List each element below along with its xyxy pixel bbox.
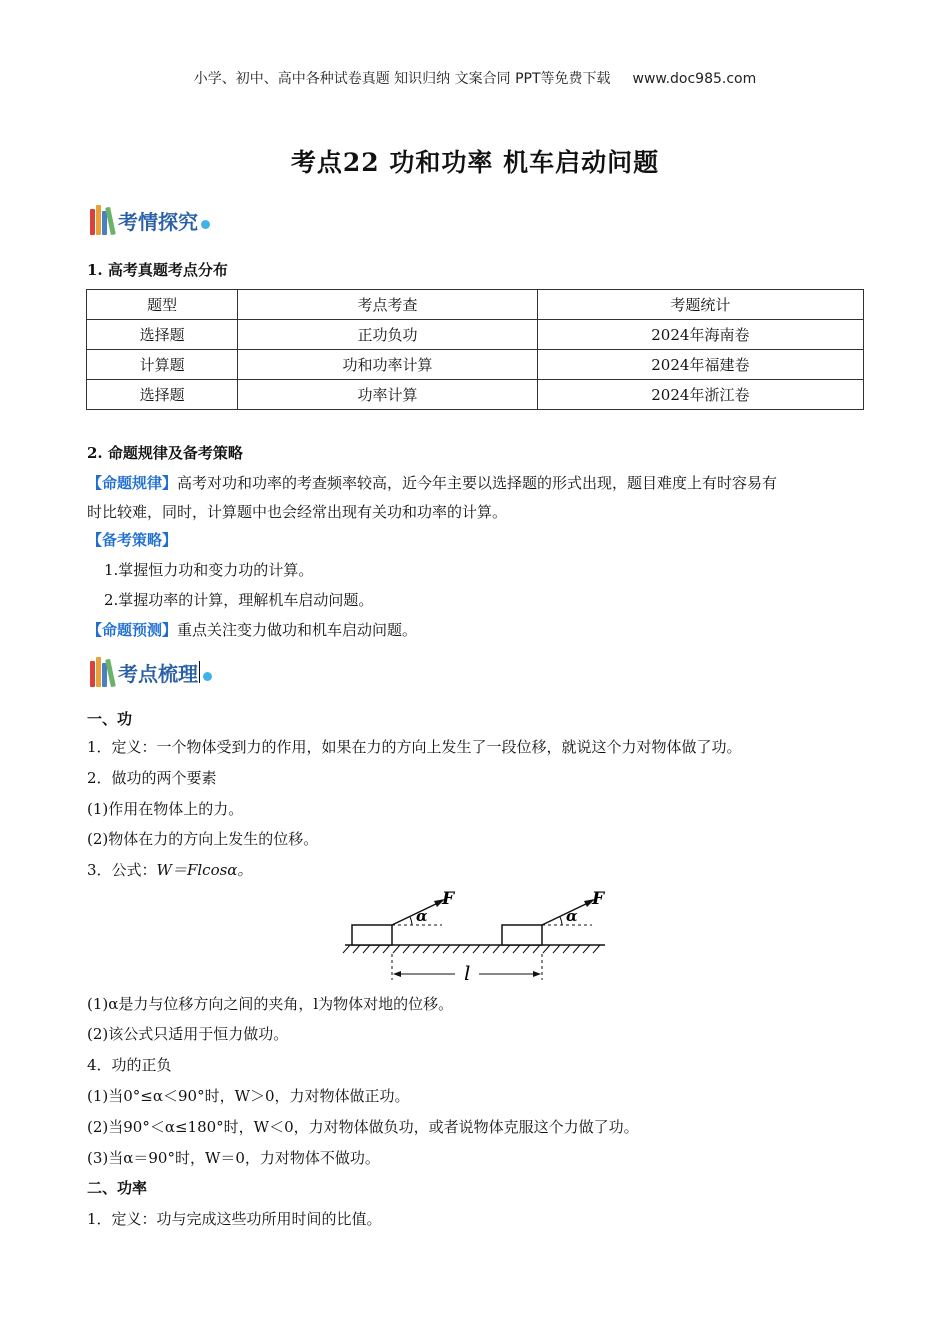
rule-text: 高考对功和功率的考查频率较高，近今年主要以选择题的形式出现，题目难度上有时容易有 (177, 474, 778, 492)
section-badge-knowledge (90, 657, 212, 687)
table-cell: 2024年海南卷 (537, 320, 863, 350)
table-row (87, 380, 864, 410)
table-cell: 选择题 (87, 380, 238, 410)
block-start (352, 925, 392, 945)
table-cell: 功和功率计算 (238, 350, 537, 380)
table-header-cell: 考题统计 (537, 290, 863, 320)
table-header-row (87, 290, 864, 320)
work-diagram (330, 884, 620, 984)
table-cell: 计算题 (87, 350, 238, 380)
element-item: (2)物体在力的方向上发生的位移。 (87, 830, 319, 848)
element-item: (1)作用在物体上的力。 (87, 800, 244, 818)
force-label: F (592, 889, 605, 909)
ground-hatch (343, 945, 600, 953)
page-title: 考点22 功和功率 机车启动问题 (290, 148, 660, 177)
books-icon (90, 657, 114, 687)
badge-label: 考点梳理 (118, 661, 198, 686)
note-item: (1)α是力与位移方向之间的夹角，l为物体对地的位移。 (87, 995, 454, 1013)
page-header (0, 68, 950, 88)
predict-paragraph (87, 615, 867, 645)
text-cursor (199, 661, 200, 683)
table-cell: 2024年浙江卷 (537, 380, 863, 410)
sign-item: (1)当0°≤α＜90°时，W＞0，力对物体做正功。 (87, 1087, 410, 1105)
table-header-cell: 题型 (87, 290, 238, 320)
force-label: F (442, 889, 455, 909)
table-cell: 选择题 (87, 320, 238, 350)
table-header-cell: 考点考查 (238, 290, 537, 320)
dot-icon (201, 220, 210, 229)
formula-prefix: 3．公式： (87, 861, 157, 879)
table-cell: 功率计算 (238, 380, 537, 410)
table-cell: 正功负功 (238, 320, 537, 350)
displacement-label: l (464, 961, 471, 984)
block-end (502, 925, 542, 945)
angle-arc (410, 917, 412, 925)
strategy-item: 1.掌握恒力功和变力功的计算。 (104, 561, 314, 579)
table-row (87, 320, 864, 350)
elements-title: 2．做功的两个要素 (87, 769, 217, 787)
dim-arrowhead-right (533, 971, 541, 977)
angle-arc (560, 917, 562, 925)
table-row (87, 350, 864, 380)
part1-heading: 1. 高考真题考点分布 (87, 261, 228, 279)
rule-text-cont: 时比较难，同时，计算题中也会经常出现有关功和功率的计算。 (87, 503, 508, 521)
angle-label: α (566, 907, 578, 925)
rule-tag: 【命题规律】 (87, 474, 178, 492)
strategy-item: 2.掌握功率的计算，理解机车启动问题。 (104, 591, 374, 609)
formula-line (87, 855, 867, 885)
books-icon (90, 205, 114, 235)
section-badge-exam-analysis (90, 205, 210, 235)
sign-item: (2)当90°＜α≤180°时，W＜0，力对物体做负功，或者说物体克服这个力做了功。 (87, 1118, 639, 1136)
section2-heading: 二、功率 (87, 1179, 148, 1197)
table-cell: 2024年福建卷 (537, 350, 863, 380)
power-definition: 1．定义：功与完成这些功所用时间的比值。 (87, 1210, 382, 1228)
predict-tag: 【命题预测】 (87, 621, 178, 639)
work-definition: 1．定义：一个物体受到力的作用，如果在力的方向上发生了一段位移，就说这个力对物体做了功。 (87, 738, 742, 756)
badge-label: 考情探究 (118, 209, 198, 234)
part2-heading: 2. 命题规律及备考策略 (87, 444, 243, 462)
sign-item: (3)当α＝90°时，W＝0，力对物体不做功。 (87, 1149, 380, 1167)
header-site[interactable]: www.doc985.com (632, 71, 757, 87)
formula: W＝Flcosα。 (156, 861, 253, 879)
section1-heading: 一、功 (87, 710, 133, 728)
dot-icon (203, 672, 212, 681)
exam-distribution-table (86, 289, 864, 410)
sign-title: 4．功的正负 (87, 1056, 172, 1074)
strategy-tag: 【备考策略】 (87, 531, 178, 549)
header-text: 小学、初中、高中各种试卷真题 知识归纳 文案合同 PPT等免费下载 (193, 71, 611, 87)
dim-arrowhead-left (393, 971, 401, 977)
note-item: (2)该公式只适用于恒力做功。 (87, 1025, 289, 1043)
rule-paragraph (87, 468, 867, 498)
angle-label: α (416, 907, 428, 925)
predict-text: 重点关注变力做功和机车启动问题。 (177, 621, 418, 639)
